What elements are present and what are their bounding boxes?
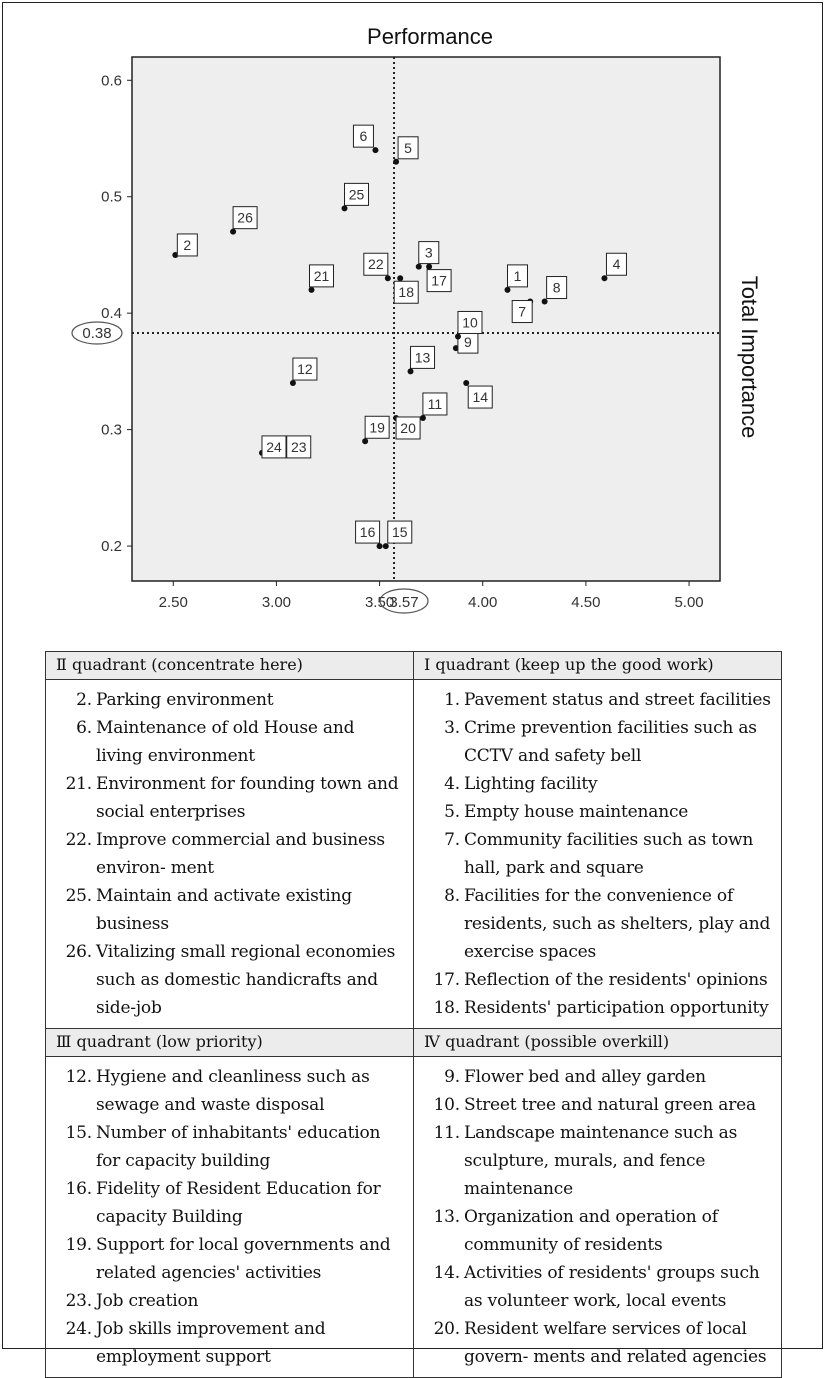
legend-item-text: Maintenance of old House and living environment (96, 718, 355, 766)
point-label: 18 (398, 284, 414, 301)
point-marker (230, 229, 236, 235)
legend-item (56, 882, 405, 938)
point-label: 9 (464, 334, 472, 351)
legend-item-text: Flower bed and alley garden (464, 1067, 706, 1087)
q3-title: Ⅲ quadrant (low priority) (46, 1029, 414, 1057)
point-label: 8 (552, 279, 561, 296)
q2-item-list (46, 680, 414, 1029)
point-label: 14 (472, 389, 489, 406)
legend-item-number: 20. (433, 1319, 460, 1339)
legend-item-number: 24. (65, 1319, 92, 1339)
point-label: 11 (427, 395, 443, 412)
point-marker (397, 275, 403, 281)
legend-item (56, 1315, 405, 1371)
legend-item-number: 1. (444, 690, 460, 710)
legend-item-text: Number of inhabitants' education for capacity building (96, 1123, 381, 1171)
point-marker (416, 264, 422, 270)
point-label: 13 (414, 349, 431, 366)
point-marker (377, 543, 383, 549)
x-tick-label: 4.00 (468, 594, 498, 611)
legend-item (424, 1315, 773, 1371)
legend-item (424, 1063, 773, 1091)
legend-item-text: Job creation (96, 1291, 199, 1311)
legend-item (56, 1231, 405, 1287)
legend-item-number: 12. (65, 1067, 92, 1087)
data-point-20 (393, 415, 420, 439)
legend-item (56, 1063, 405, 1119)
point-marker (426, 264, 432, 270)
legend-item-text: Reflection of the residents' opinions (464, 970, 768, 990)
point-label: 22 (368, 256, 384, 273)
q2-title: Ⅱ quadrant (concentrate here) (46, 652, 414, 680)
y-axis-title: Total Importance (737, 275, 762, 439)
legend-item-text: Activities of residents' groups such as volunteer work, local events (464, 1263, 760, 1311)
legend-item-number: 7. (444, 830, 460, 850)
legend-item-number: 16. (65, 1179, 92, 1199)
point-label: 26 (237, 209, 253, 226)
point-label: 24 (266, 438, 282, 455)
legend-item-number: 22. (65, 830, 92, 850)
legend-item (424, 770, 773, 798)
legend-item (424, 1091, 773, 1119)
point-label: 4 (612, 256, 621, 273)
point-label: 10 (462, 314, 478, 331)
point-marker (420, 415, 426, 421)
legend-item-text: Support for local governments and related agencies' activities (96, 1235, 391, 1283)
legend-item (424, 966, 773, 994)
legend-item (424, 1259, 773, 1315)
x-tick-label: 3.00 (261, 594, 292, 611)
legend-item-number: 9. (444, 1067, 460, 1087)
legend-item-text: Pavement status and street facilities (464, 690, 771, 710)
point-label: 19 (369, 419, 385, 436)
legend-item-number: 17. (433, 970, 460, 990)
y-tick-label: 0.4 (101, 305, 122, 323)
legend-item-text: Environment for founding town and social enterprises (96, 774, 399, 822)
legend-item-text: Job skills improvement and employment support (96, 1319, 326, 1367)
legend-item (56, 770, 405, 826)
legend-item-text: Street tree and natural green area (464, 1095, 756, 1115)
point-label: 17 (431, 272, 447, 289)
point-label: 1 (513, 267, 522, 284)
legend-item-number: 25. (65, 886, 92, 906)
point-label: 23 (290, 438, 307, 455)
point-marker (601, 275, 607, 281)
q4-item-list (414, 1057, 782, 1378)
legend-item (424, 1119, 773, 1203)
plot-area (132, 57, 720, 581)
legend-item-number: 19. (65, 1235, 92, 1255)
point-marker (463, 380, 469, 386)
legend-item-number: 10. (433, 1095, 460, 1115)
quadrant-scatter-chart (0, 0, 827, 640)
legend-item-number: 8. (444, 886, 460, 906)
point-label: 5 (404, 139, 412, 156)
data-point-24 (259, 436, 286, 458)
point-marker (542, 299, 548, 305)
legend-item (56, 1175, 405, 1231)
legend-item (56, 1287, 405, 1315)
y-tick-label: 0.3 (101, 421, 122, 439)
legend-item (424, 882, 773, 966)
point-label: 7 (518, 303, 527, 320)
legend-item-text: Resident welfare services of local govern- ments and related agencies (464, 1319, 767, 1367)
legend-item (424, 994, 773, 1022)
legend-item (56, 826, 405, 882)
legend-item-text: Facilities for the convenience of residents, such as shelters, play and exercise spaces (464, 886, 771, 962)
legend-item-text: Empty house maintenance (464, 802, 689, 822)
point-marker (385, 275, 391, 281)
legend-item-text: Vitalizing small regional economies such as domestic handicrafts and side-job (96, 942, 396, 1018)
x-axis-ticks (159, 581, 704, 611)
legend-item-number: 26. (65, 942, 92, 962)
legend-item-number: 11. (433, 1123, 460, 1143)
legend-item (424, 826, 773, 882)
x-mean-label: 3.57 (389, 594, 419, 611)
point-marker (455, 333, 461, 339)
y-mean-label: 0.38 (82, 324, 112, 342)
legend-item (56, 714, 405, 770)
y-tick-label: 0.2 (101, 538, 122, 556)
point-marker (342, 205, 348, 211)
legend-item-number: 5. (444, 802, 460, 822)
point-label: 3 (424, 244, 433, 261)
legend-item-number: 6. (76, 718, 92, 738)
point-marker (504, 287, 510, 293)
legend-item-text: Fidelity of Resident Education for capacity Building (96, 1179, 381, 1227)
point-marker (393, 159, 399, 165)
q1-item-list (414, 680, 782, 1029)
legend-item-number: 2. (76, 690, 92, 710)
data-point-23 (284, 436, 311, 458)
legend-item-text: Crime prevention facilities such as CCTV and safety bell (464, 718, 757, 766)
legend-item-text: Hygiene and cleanliness such as sewage and waste disposal (96, 1067, 370, 1115)
legend-item (56, 686, 405, 714)
legend-item-number: 18. (433, 998, 460, 1018)
legend-item-number: 4. (444, 774, 460, 794)
point-label: 16 (359, 524, 376, 541)
point-marker (290, 380, 296, 386)
legend-item (56, 938, 405, 1022)
legend-item (424, 714, 773, 770)
x-tick-label: 2.50 (158, 594, 188, 611)
point-label: 6 (359, 128, 368, 145)
legend-item-text: Landscape maintenance such as sculpture, murals, and fence maintenance (464, 1123, 738, 1199)
x-tick-label: 4.50 (571, 594, 601, 611)
legend-item-text: Community facilities such as town hall, park and square (464, 830, 754, 878)
y-axis-ticks (101, 72, 132, 555)
legend-item-text: Residents' participation opportunity (464, 998, 769, 1018)
legend-item-text: Maintain and activate existing business (96, 886, 352, 934)
point-label: 21 (313, 267, 330, 284)
point-label: 15 (391, 524, 408, 541)
chart-title: Performance (367, 24, 493, 49)
legend-item-number: 15. (65, 1123, 92, 1143)
point-marker (383, 543, 389, 549)
legend-item (56, 1119, 405, 1175)
point-marker (408, 368, 414, 374)
q1-title: Ⅰ quadrant (keep up the good work) (414, 652, 782, 680)
legend-item-text: Lighting facility (464, 774, 598, 794)
legend-item-text: Organization and operation of community of residents (464, 1207, 718, 1255)
quadrant-legend-table (45, 651, 782, 1378)
legend-item-text: Improve commercial and business environ- ment (96, 830, 385, 878)
y-tick-label: 0.5 (101, 188, 122, 206)
data-point-7 (512, 299, 533, 323)
point-marker (308, 287, 314, 293)
point-marker (372, 147, 378, 153)
legend-item-number: 14. (433, 1263, 460, 1283)
point-label: 20 (400, 419, 416, 436)
legend-item-number: 21. (65, 774, 92, 794)
legend-item (424, 1203, 773, 1259)
legend-item-number: 13. (433, 1207, 460, 1227)
y-tick-label: 0.6 (101, 72, 122, 90)
point-label: 25 (348, 186, 365, 203)
point-label: 2 (183, 236, 192, 253)
legend-item-text: Parking environment (96, 690, 274, 710)
x-tick-label: 5.00 (674, 594, 704, 611)
x-tick-label: 3.50 (364, 594, 395, 611)
legend-item (424, 798, 773, 826)
legend-item (424, 686, 773, 714)
q3-item-list (46, 1057, 414, 1378)
legend-item-number: 23. (65, 1291, 92, 1311)
point-label: 12 (297, 361, 313, 378)
q4-title: Ⅳ quadrant (possible overkill) (414, 1029, 782, 1057)
legend-item-number: 3. (444, 718, 460, 738)
point-marker (362, 438, 368, 444)
